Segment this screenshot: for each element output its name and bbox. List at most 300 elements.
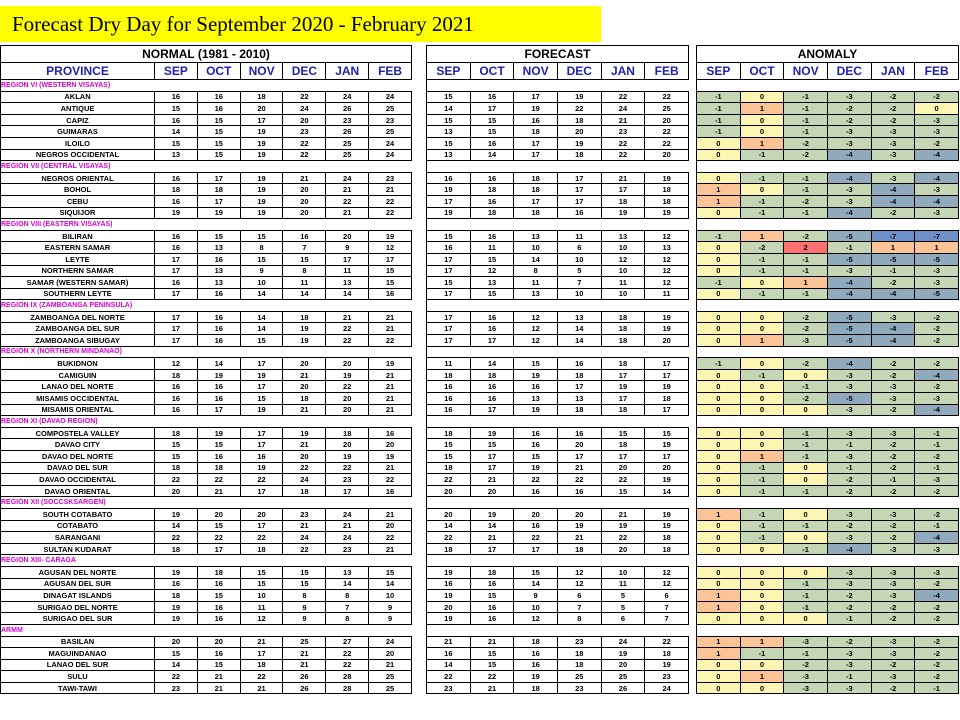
anomaly-value: 0	[740, 566, 784, 578]
normal-value: 14	[240, 288, 283, 300]
normal-value: 17	[240, 358, 283, 370]
province-row	[1, 474, 412, 486]
province-name: MISAMIS ORIENTAL	[1, 404, 155, 416]
province-row	[697, 566, 959, 578]
normal-section-header-row	[1, 46, 412, 63]
region-label: REGION XII (SOCCSKSARGEN)	[1, 497, 412, 509]
anomaly-value: -2	[871, 439, 915, 451]
normal-value: 15	[240, 230, 283, 242]
anomaly-value: 1	[697, 184, 741, 196]
region-header-row	[427, 555, 689, 567]
normal-value: 17	[155, 311, 198, 323]
forecast-value: 11	[645, 288, 689, 300]
normal-value: 18	[326, 427, 369, 439]
province-row	[697, 671, 959, 683]
province-row	[697, 137, 959, 149]
forecast-value: 12	[601, 253, 645, 265]
anomaly-value: -2	[915, 323, 959, 335]
anomaly-value: 0	[697, 474, 741, 486]
normal-value: 22	[369, 195, 412, 207]
province-name: DINAGAT ISLANDS	[1, 590, 155, 602]
normal-value: 21	[326, 207, 369, 219]
province-name: DAVAO ORIENTAL	[1, 485, 155, 497]
forecast-value: 17	[427, 335, 471, 347]
normal-value: 21	[283, 439, 326, 451]
anomaly-value: -7	[915, 230, 959, 242]
normal-value: 21	[283, 520, 326, 532]
anomaly-value: -2	[827, 601, 871, 613]
forecast-value: 18	[427, 543, 471, 555]
anomaly-value: 0	[784, 566, 828, 578]
normal-value: 22	[326, 381, 369, 393]
anomaly-value: 0	[740, 613, 784, 625]
forecast-value: 19	[645, 520, 689, 532]
region-spacer	[427, 161, 689, 173]
province-row	[1, 439, 412, 451]
province-row	[697, 114, 959, 126]
forecast-value: 11	[601, 578, 645, 590]
normal-value: 16	[197, 91, 240, 103]
anomaly-value: -3	[871, 427, 915, 439]
normal-value: 14	[155, 126, 198, 138]
forecast-value: 16	[470, 137, 514, 149]
forecast-value: 16	[470, 323, 514, 335]
anomaly-value: -3	[827, 508, 871, 520]
forecast-value: 7	[557, 601, 601, 613]
anomaly-value: 1	[915, 242, 959, 254]
normal-value: 24	[326, 532, 369, 544]
anomaly-value: -1	[915, 682, 959, 694]
anomaly-value: -4	[871, 323, 915, 335]
normal-value: 8	[283, 265, 326, 277]
anomaly-value: -2	[871, 91, 915, 103]
forecast-value: 21	[557, 532, 601, 544]
anomaly-value: -3	[827, 566, 871, 578]
anomaly-value: -5	[871, 253, 915, 265]
province-row	[697, 253, 959, 265]
province-name: SULTAN KUDARAT	[1, 543, 155, 555]
forecast-value: 15	[427, 451, 471, 463]
normal-value: 14	[369, 578, 412, 590]
anomaly-value: -4	[827, 277, 871, 289]
normal-value: 22	[155, 671, 198, 683]
anomaly-value: 0	[697, 451, 741, 463]
province-name: AKLAN	[1, 91, 155, 103]
forecast-value: 19	[645, 207, 689, 219]
normal-value: 22	[155, 532, 198, 544]
forecast-value: 13	[645, 242, 689, 254]
anomaly-value: -3	[871, 172, 915, 184]
province-name: AGUSAN DEL SUR	[1, 578, 155, 590]
normal-value: 8	[326, 613, 369, 625]
forecast-value: 19	[470, 508, 514, 520]
province-name: DAVAO DEL SUR	[1, 462, 155, 474]
anomaly-value: -5	[827, 393, 871, 405]
region-header-row	[1, 300, 412, 312]
forecast-value: 22	[645, 126, 689, 138]
region-spacer	[697, 624, 959, 636]
forecast-value: 19	[645, 172, 689, 184]
forecast-value: 20	[645, 114, 689, 126]
normal-value: 14	[326, 288, 369, 300]
anomaly-value: -3	[915, 184, 959, 196]
forecast-value: 24	[601, 636, 645, 648]
province-name: SOUTHERN LEYTE	[1, 288, 155, 300]
normal-value: 19	[155, 613, 198, 625]
anomaly-value: -2	[827, 103, 871, 115]
normal-value: 16	[155, 230, 198, 242]
normal-value: 22	[326, 462, 369, 474]
anomaly-value: -1	[784, 427, 828, 439]
forecast-value: 19	[427, 590, 471, 602]
forecast-value: 16	[427, 242, 471, 254]
province-row	[427, 393, 689, 405]
anomaly-value: 0	[697, 520, 741, 532]
province-row	[427, 648, 689, 660]
normal-value: 17	[369, 253, 412, 265]
anomaly-value: -1	[827, 242, 871, 254]
anomaly-value: -5	[827, 253, 871, 265]
forecast-value: 22	[645, 137, 689, 149]
normal-value: 20	[283, 195, 326, 207]
province-row	[697, 91, 959, 103]
normal-value: 9	[283, 601, 326, 613]
anomaly-value: -3	[871, 671, 915, 683]
anomaly-value: 0	[697, 311, 741, 323]
region-header-row	[1, 346, 412, 358]
forecast-value: 18	[601, 323, 645, 335]
region-header-row	[697, 300, 959, 312]
forecast-value: 19	[645, 508, 689, 520]
forecast-value: 6	[557, 242, 601, 254]
normal-value: 21	[326, 520, 369, 532]
forecast-value: 17	[557, 381, 601, 393]
anomaly-value: -3	[784, 682, 828, 694]
forecast-value: 17	[557, 184, 601, 196]
province-row	[1, 682, 412, 694]
normal-value: 12	[240, 613, 283, 625]
anomaly-value: -3	[871, 590, 915, 602]
forecast-value: 17	[470, 103, 514, 115]
forecast-value: 16	[514, 381, 558, 393]
region-label: REGION X (NORTHERN MINDANAO)	[1, 346, 412, 358]
province-row	[427, 439, 689, 451]
normal-value: 21	[283, 172, 326, 184]
normal-value: 19	[240, 126, 283, 138]
province-row	[1, 393, 412, 405]
normal-value: 23	[155, 682, 198, 694]
province-row	[427, 427, 689, 439]
anomaly-value: -2	[871, 207, 915, 219]
anomaly-value: -1	[784, 172, 828, 184]
region-spacer	[697, 219, 959, 231]
normal-value: 18	[240, 543, 283, 555]
anomaly-value: -5	[827, 335, 871, 347]
forecast-value: 24	[601, 103, 645, 115]
anomaly-section-title: ANOMALY	[697, 46, 959, 63]
anomaly-value: -2	[915, 659, 959, 671]
region-header-row	[697, 416, 959, 428]
anomaly-value: -4	[871, 288, 915, 300]
anomaly-value: -1	[740, 207, 784, 219]
anomaly-value: 2	[784, 242, 828, 254]
anomaly-value: -2	[915, 613, 959, 625]
anomaly-value: -1	[697, 103, 741, 115]
region-header-row	[427, 497, 689, 509]
forecast-value: 16	[427, 172, 471, 184]
normal-value: 26	[283, 682, 326, 694]
forecast-value: 21	[470, 636, 514, 648]
anomaly-value: 0	[697, 207, 741, 219]
region-label: REGION VIII (EASTERN VISAYAS)	[1, 219, 412, 231]
normal-value: 17	[197, 404, 240, 416]
anomaly-value: -2	[871, 369, 915, 381]
forecast-value: 17	[645, 404, 689, 416]
normal-value: 18	[155, 369, 198, 381]
normal-value: 19	[240, 184, 283, 196]
forecast-value: 18	[514, 172, 558, 184]
forecast-value: 18	[514, 126, 558, 138]
forecast-value: 19	[514, 671, 558, 683]
forecast-value: 17	[427, 323, 471, 335]
forecast-value: 17	[557, 451, 601, 463]
province-row	[697, 648, 959, 660]
anomaly-value: -3	[871, 393, 915, 405]
province-row	[697, 393, 959, 405]
forecast-value: 22	[601, 474, 645, 486]
normal-value: 16	[197, 288, 240, 300]
anomaly-value: 0	[697, 543, 741, 555]
province-row	[697, 462, 959, 474]
forecast-value: 17	[470, 543, 514, 555]
forecast-value: 16	[557, 358, 601, 370]
normal-value: 13	[197, 277, 240, 289]
province-row	[697, 451, 959, 463]
forecast-value: 10	[514, 601, 558, 613]
anomaly-value: 1	[697, 636, 741, 648]
normal-value: 13	[197, 242, 240, 254]
province-row	[697, 427, 959, 439]
province-row	[427, 590, 689, 602]
normal-value: 16	[369, 485, 412, 497]
province-row	[427, 335, 689, 347]
normal-value: 20	[197, 636, 240, 648]
region-label: REGION XIII- CARAGA	[1, 555, 412, 567]
province-row	[697, 288, 959, 300]
forecast-value: 10	[601, 265, 645, 277]
anomaly-value: -3	[915, 207, 959, 219]
province-row	[1, 242, 412, 254]
province-name: BUKIDNON	[1, 358, 155, 370]
month-header-feb: FEB	[645, 63, 689, 80]
normal-value: 18	[240, 659, 283, 671]
province-row	[427, 451, 689, 463]
normal-value: 17	[155, 253, 198, 265]
normal-value: 24	[326, 172, 369, 184]
province-name: ZAMBOANGA SIBUGAY	[1, 335, 155, 347]
forecast-value: 22	[514, 532, 558, 544]
region-label: ARMM	[1, 624, 412, 636]
normal-value: 22	[283, 91, 326, 103]
anomaly-value: -1	[740, 149, 784, 161]
forecast-value: 22	[514, 474, 558, 486]
anomaly-value: -5	[827, 323, 871, 335]
anomaly-value: -3	[784, 335, 828, 347]
forecast-value: 17	[514, 149, 558, 161]
normal-value: 17	[240, 485, 283, 497]
forecast-value: 19	[470, 427, 514, 439]
normal-value: 20	[155, 485, 198, 497]
forecast-value: 16	[427, 393, 471, 405]
anomaly-value: 1	[740, 335, 784, 347]
anomaly-value: -1	[871, 265, 915, 277]
anomaly-value: -2	[871, 601, 915, 613]
normal-value: 15	[197, 114, 240, 126]
normal-value: 19	[326, 451, 369, 463]
anomaly-value: -2	[871, 520, 915, 532]
normal-value: 20	[326, 404, 369, 416]
province-row	[427, 520, 689, 532]
normal-value: 16	[155, 277, 198, 289]
anomaly-value: -3	[871, 578, 915, 590]
region-spacer	[697, 555, 959, 567]
anomaly-value: -1	[827, 462, 871, 474]
anomaly-value: 0	[740, 601, 784, 613]
forecast-value: 18	[514, 207, 558, 219]
province-row	[697, 659, 959, 671]
forecast-value: 14	[427, 520, 471, 532]
anomaly-value: -1	[784, 103, 828, 115]
anomaly-value: -1	[784, 253, 828, 265]
normal-value: 24	[369, 137, 412, 149]
month-header-oct: OCT	[470, 63, 514, 80]
forecast-value: 21	[601, 508, 645, 520]
normal-value: 19	[240, 149, 283, 161]
normal-value: 18	[155, 590, 198, 602]
region-header-row	[697, 497, 959, 509]
forecast-value: 14	[514, 578, 558, 590]
region-spacer	[697, 416, 959, 428]
anomaly-value: -5	[827, 230, 871, 242]
region-header-row	[697, 624, 959, 636]
anomaly-value: 0	[697, 381, 741, 393]
month-header-feb: FEB	[915, 63, 959, 80]
normal-value: 19	[197, 369, 240, 381]
normal-table-body	[1, 46, 412, 694]
province-row	[1, 184, 412, 196]
forecast-table	[426, 45, 689, 694]
anomaly-value: -2	[915, 137, 959, 149]
forecast-value: 17	[645, 451, 689, 463]
forecast-value: 19	[427, 613, 471, 625]
normal-value: 11	[283, 277, 326, 289]
anomaly-value: -4	[827, 358, 871, 370]
anomaly-value: -2	[871, 404, 915, 416]
forecast-value: 18	[645, 532, 689, 544]
normal-value: 16	[155, 242, 198, 254]
forecast-value: 18	[645, 393, 689, 405]
province-row	[697, 543, 959, 555]
normal-value: 14	[240, 311, 283, 323]
province-row	[697, 682, 959, 694]
forecast-value: 22	[557, 103, 601, 115]
forecast-value: 18	[601, 358, 645, 370]
forecast-value: 21	[470, 532, 514, 544]
normal-value: 16	[155, 381, 198, 393]
forecast-value: 21	[601, 114, 645, 126]
normal-value: 16	[197, 335, 240, 347]
anomaly-value: 0	[740, 381, 784, 393]
anomaly-value: -2	[784, 149, 828, 161]
normal-value: 17	[240, 427, 283, 439]
forecast-value: 16	[470, 393, 514, 405]
province-name: DAVAO DEL NORTE	[1, 451, 155, 463]
normal-value: 16	[197, 323, 240, 335]
anomaly-value: -2	[915, 91, 959, 103]
anomaly-value: -2	[827, 114, 871, 126]
anomaly-value: 0	[740, 578, 784, 590]
region-header-row	[427, 346, 689, 358]
normal-value: 15	[369, 566, 412, 578]
province-row	[427, 369, 689, 381]
province-row	[427, 195, 689, 207]
normal-value: 22	[197, 474, 240, 486]
forecast-value: 17	[645, 369, 689, 381]
anomaly-value: -1	[827, 439, 871, 451]
province-row	[697, 207, 959, 219]
normal-value: 18	[197, 566, 240, 578]
forecast-value: 22	[601, 532, 645, 544]
anomaly-value: -2	[915, 508, 959, 520]
normal-value: 21	[240, 682, 283, 694]
province-row	[1, 381, 412, 393]
forecast-value: 13	[427, 149, 471, 161]
anomaly-value: -4	[871, 195, 915, 207]
province-row	[697, 601, 959, 613]
anomaly-value: -1	[915, 520, 959, 532]
normal-value: 9	[369, 601, 412, 613]
normal-value: 16	[197, 648, 240, 660]
anomaly-value: -1	[697, 358, 741, 370]
forecast-value: 11	[557, 230, 601, 242]
province-row	[1, 265, 412, 277]
anomaly-value: -2	[871, 451, 915, 463]
forecast-value: 25	[601, 671, 645, 683]
region-spacer	[427, 300, 689, 312]
normal-value: 17	[155, 265, 198, 277]
forecast-value: 14	[470, 149, 514, 161]
anomaly-value: -2	[740, 242, 784, 254]
normal-value: 24	[283, 103, 326, 115]
forecast-value: 20	[645, 149, 689, 161]
province-row	[427, 682, 689, 694]
normal-value: 8	[283, 590, 326, 602]
region-header-row	[697, 161, 959, 173]
anomaly-value: -4	[827, 172, 871, 184]
normal-value: 16	[155, 578, 198, 590]
forecast-value: 16	[470, 91, 514, 103]
province-row	[697, 578, 959, 590]
forecast-value: 11	[601, 277, 645, 289]
province-row	[697, 358, 959, 370]
month-header-nov: NOV	[514, 63, 558, 80]
province-row	[1, 520, 412, 532]
normal-value: 10	[240, 277, 283, 289]
forecast-value: 23	[645, 671, 689, 683]
anomaly-value: -1	[784, 114, 828, 126]
normal-value: 16	[369, 427, 412, 439]
anomaly-value: -2	[784, 659, 828, 671]
